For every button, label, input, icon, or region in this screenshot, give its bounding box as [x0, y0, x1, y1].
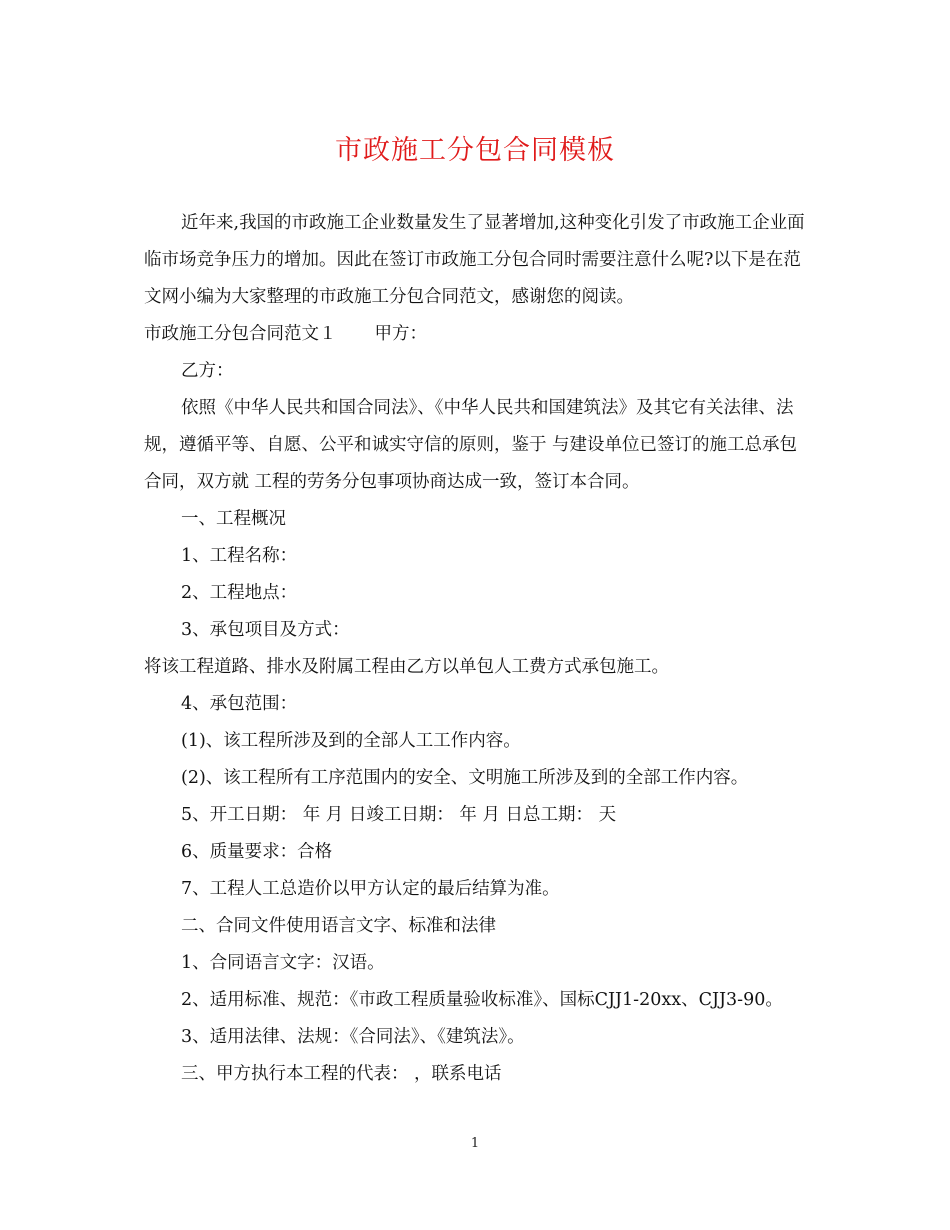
list-item: 3、适用法律、法规：《合同法》、《建筑法》。: [181, 1027, 525, 1047]
section-heading-1: 一、工程概况: [181, 509, 286, 529]
list-item: 6、质量要求：合格: [181, 842, 333, 862]
list-item: 3、承包项目及方式：: [181, 620, 350, 640]
page-number: 1: [470, 1136, 480, 1151]
document-body: [144, 205, 812, 1093]
party-a-label: 甲方：: [374, 324, 427, 344]
list-item: (1)、该工程所涉及到的全部人工工作内容。: [181, 731, 521, 751]
paragraph-contract-method: 将该工程道路、排水及附属工程由乙方以单包人工费方式承包施工。: [144, 657, 669, 677]
list-item: 2、适用标准、规范：《市政工程质量验收标准》、国标CJJ1-20xx、CJJ3-90。: [181, 990, 783, 1010]
paragraph-contract-heading: [144, 316, 812, 353]
list-item: 5、开工日期： 年 月 日竣工日期： 年 月 日总工期： 天: [181, 805, 617, 825]
list-item: 4、承包范围：: [181, 694, 298, 714]
list-item: (2)、该工程所有工序范围内的安全、文明施工所涉及到的全部工作内容。: [181, 768, 749, 788]
list-item: 7、工程人工总造价以甲方认定的最后结算为准。: [181, 879, 560, 899]
section-heading-3: 三、甲方执行本工程的代表： ，联系电话: [181, 1064, 502, 1084]
paragraph-preamble: 依照《中华人民共和国合同法》、《中华人民共和国建筑法》及其它有关法律、法规，遵循平等、自愿、公平和诚实守信的原则，鉴于 与建设单位已签订的施工总承包合同，双方就 工程的劳务分包事项协商达成一致，签订本合同。: [144, 398, 798, 492]
paragraph-party-b: 乙方：: [181, 361, 234, 381]
contract-sample-label: 市政施工分包合同范文１: [144, 324, 337, 344]
document-title: 市政施工分包合同模板: [335, 135, 615, 166]
paragraph-intro: 近年来,我国的市政施工企业数量发生了显著增加,这种变化引发了市政施工企业面临市场竞争压力的增加。因此在签订市政施工分包合同时需要注意什么呢?以下是在范文网小编为大家整理的市政施工分包合同范文，感谢您的阅读。: [144, 213, 805, 307]
list-item: 1、工程名称：: [181, 546, 298, 566]
section-heading-2: 二、合同文件使用语言文字、标准和法律: [181, 916, 496, 936]
list-item: 1、合同语言文字：汉语。: [181, 953, 385, 973]
list-item: 2、工程地点：: [181, 583, 298, 603]
